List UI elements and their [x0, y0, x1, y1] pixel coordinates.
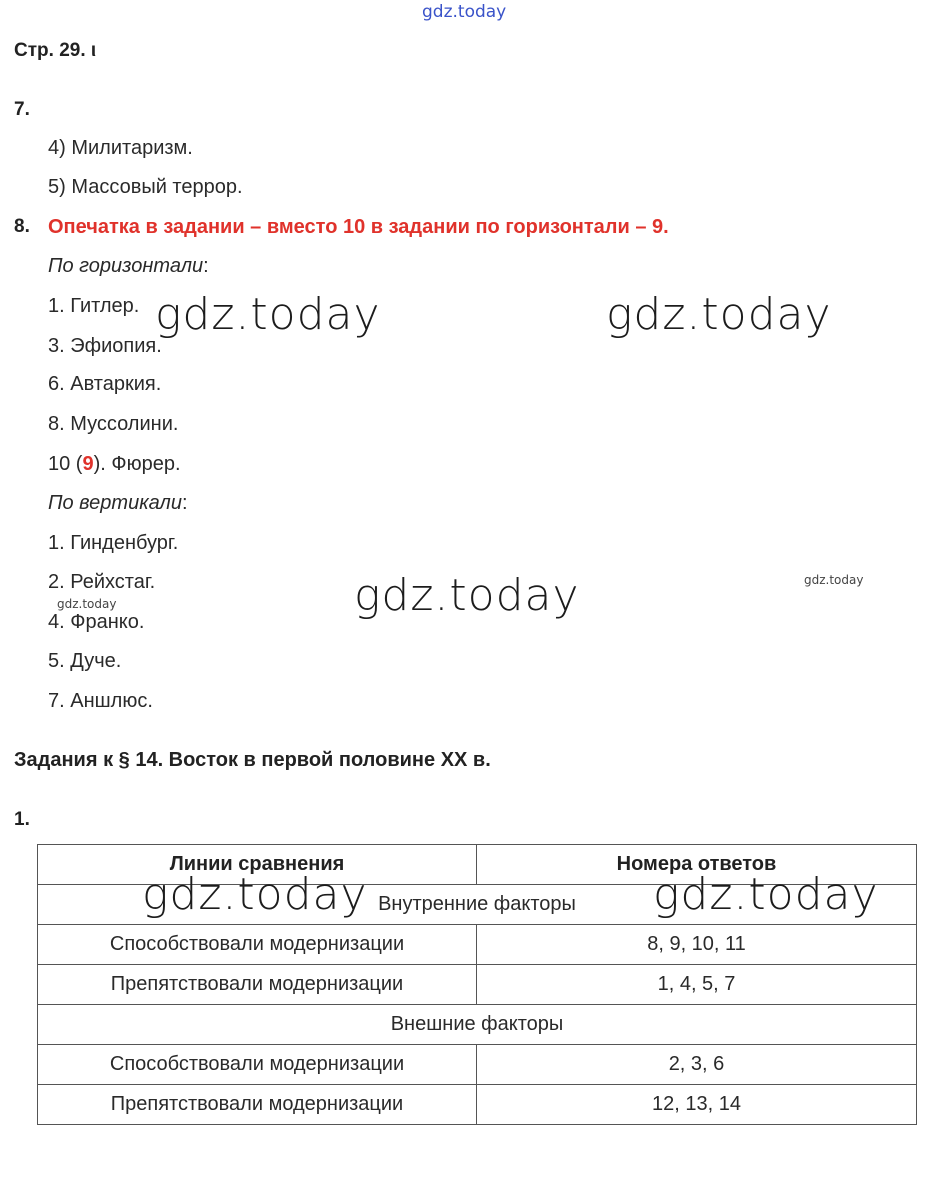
item10-suffix: ). Фюрер. [93, 453, 181, 475]
task-7-item: 4) Милитаризм. [48, 137, 193, 159]
vertical-item: 7. Аншлюс. [48, 690, 153, 712]
header-cell: Линии сравнения [38, 845, 477, 885]
table-cell: 1, 4, 5, 7 [477, 965, 917, 1005]
task-1-number: 1. [14, 809, 30, 830]
header-cell: Номера ответов [477, 845, 917, 885]
watermark: gdz.today [155, 289, 381, 340]
item10-prefix: 10 ( [48, 453, 83, 475]
table-cell: Способствовали модернизации [38, 925, 477, 965]
typo-note: Опечатка в задании – вместо 10 в задании по горизонтали – 9. [48, 216, 669, 238]
group-cell-internal: Внутренние факторы [38, 885, 917, 925]
group-row [38, 1005, 917, 1045]
vertical-item: 1. Гинденбург. [48, 532, 179, 554]
vertical-label: По вертикали [48, 492, 182, 514]
table-cell: 2, 3, 6 [477, 1045, 917, 1085]
watermark-small: gdz.today [804, 573, 864, 587]
item10-fix: 9 [82, 453, 94, 475]
page-ref-text: Стр. 29. [14, 40, 86, 61]
table-row [38, 965, 917, 1005]
task-8-number: 8. [14, 216, 30, 237]
table-cell: Препятствовали модернизации [38, 1085, 477, 1125]
stray-mark: ι [90, 40, 97, 61]
page-reference [14, 40, 96, 62]
colon: : [181, 492, 188, 514]
table-row [38, 1045, 917, 1085]
horizontal-item: 8. Муссолини. [48, 413, 179, 435]
section-title: Задания к § 14. Восток в первой половине XX в. [14, 749, 491, 771]
vertical-item: 4. Франко. [48, 611, 145, 633]
horizontal-item: 3. Эфиопия. [48, 335, 162, 357]
watermark: gdz.today [142, 869, 368, 920]
watermark: gdz.today [354, 570, 580, 621]
horizontal-item: 6. Автаркия. [48, 373, 162, 395]
horizontal-item: 1. Гитлер. [48, 295, 140, 317]
horizontal-item-10 [48, 453, 181, 476]
task-7-number: 7. [14, 99, 30, 120]
table-cell: Препятствовали модернизации [38, 965, 477, 1005]
group-cell-external: Внешние факторы [38, 1005, 917, 1045]
watermark: gdz.today [653, 869, 879, 920]
table-row [38, 1085, 917, 1125]
vertical-item: 5. Дуче. [48, 650, 122, 672]
watermark-top: gdz.today [422, 2, 507, 22]
colon: : [203, 255, 209, 277]
table-cell: Способствовали модернизации [38, 1045, 477, 1085]
vertical-item: 2. Рейхстаг. [48, 571, 156, 593]
horizontal-heading [48, 255, 209, 278]
vertical-heading [48, 492, 188, 515]
watermark: gdz.today [606, 289, 832, 340]
task-7-item: 5) Массовый террор. [48, 176, 243, 198]
table-cell: 12, 13, 14 [477, 1085, 917, 1125]
table-cell: 8, 9, 10, 11 [477, 925, 917, 965]
table-row [38, 925, 917, 965]
watermark-small: gdz.today [57, 597, 117, 611]
horizontal-label: По горизонтали [48, 255, 204, 277]
